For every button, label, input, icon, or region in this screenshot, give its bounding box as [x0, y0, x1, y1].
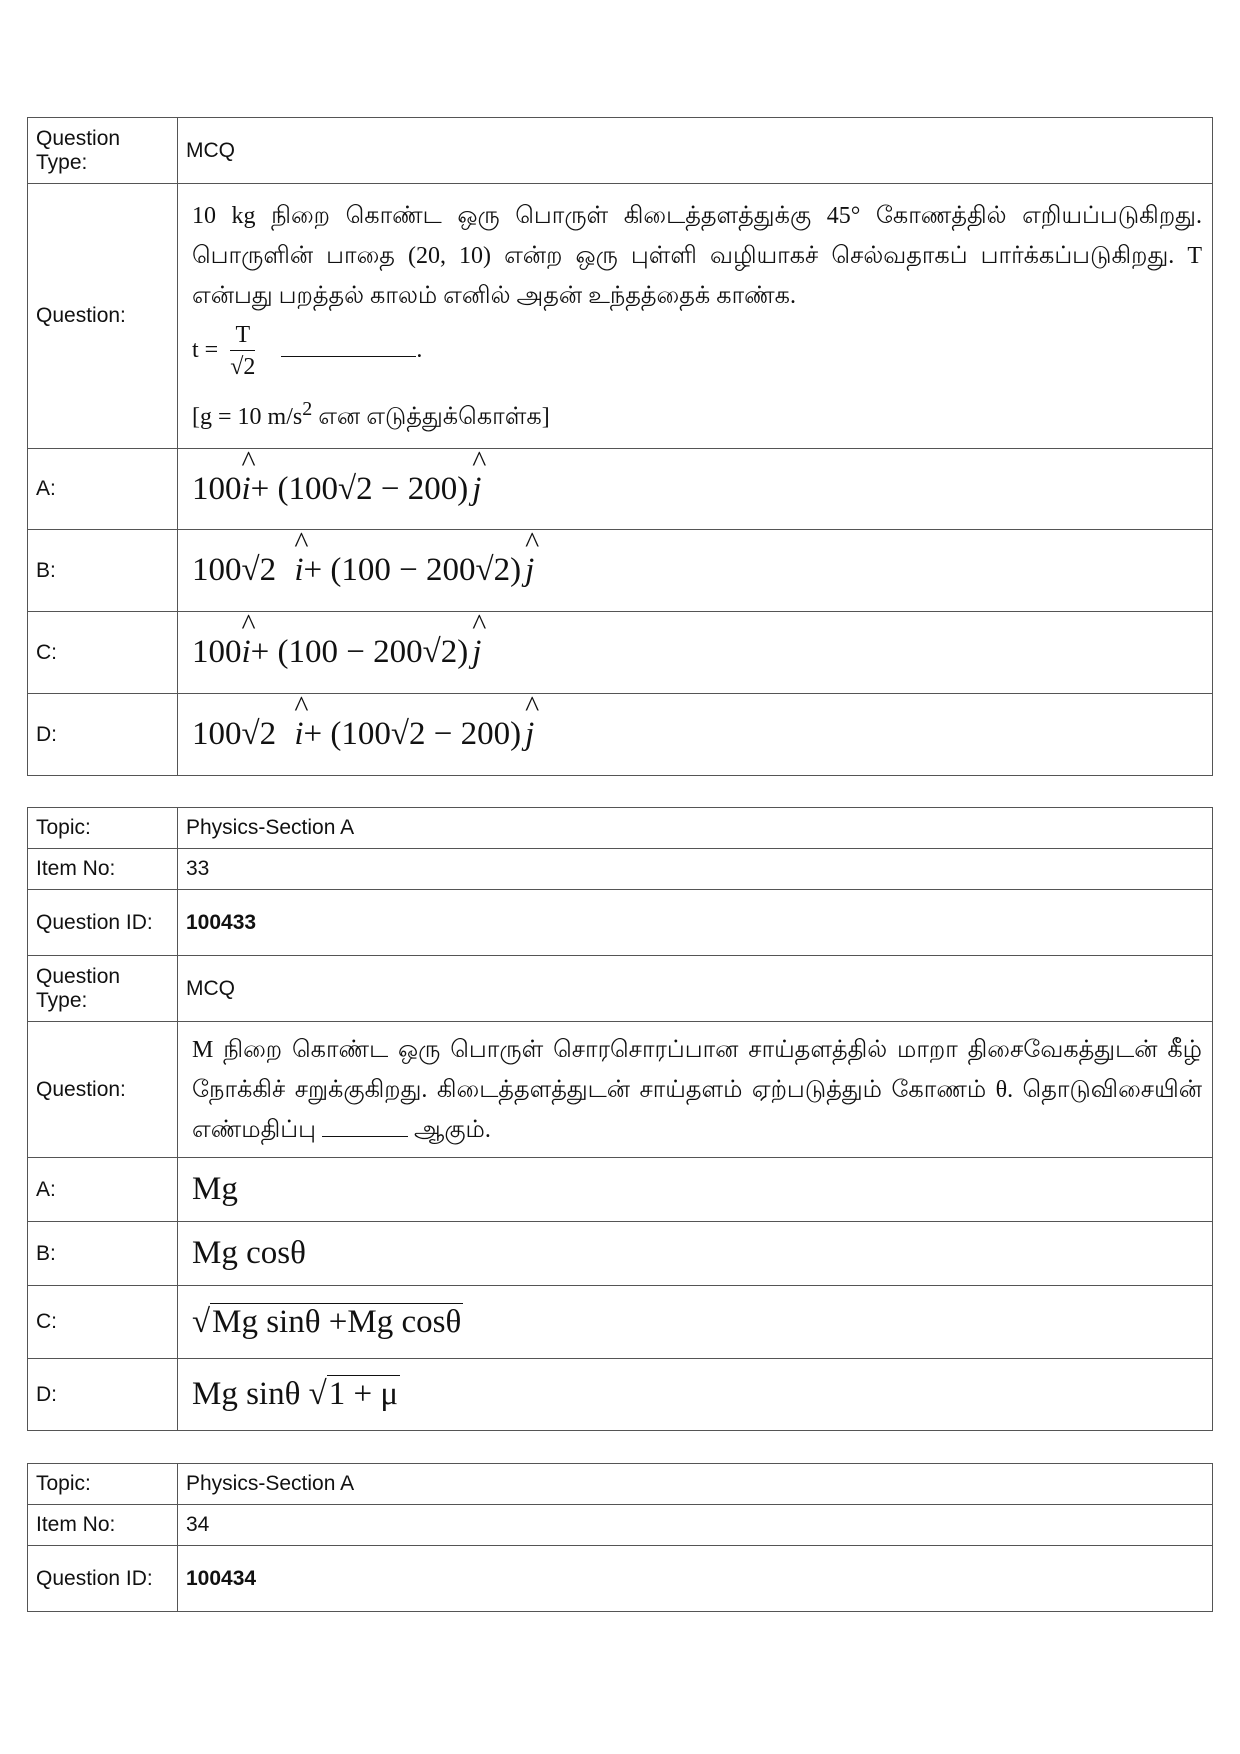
question-label: Question: [28, 184, 178, 449]
formula-fraction [230, 320, 255, 383]
formula-numerator: T [230, 320, 255, 351]
unit-vector-j: ^ j [525, 716, 534, 753]
option-a-part2: + (100√2 − 200) [250, 470, 469, 507]
question-block-1 [27, 117, 1213, 776]
option-a-label: A: [28, 1158, 178, 1222]
question-text [178, 184, 1213, 449]
unit-vector-i: ^ i [294, 552, 303, 589]
answer-blank [322, 1118, 408, 1137]
question-text [178, 1022, 1213, 1158]
option-c [178, 612, 1213, 694]
option-b-label: B: [28, 530, 178, 612]
option-c-label: C: [28, 1286, 178, 1359]
option-c-part2: + (100 − 200√2) [250, 634, 469, 670]
item-no-value: 33 [178, 849, 1213, 890]
note-suffix: என எடுத்துக்கொள்க] [312, 403, 550, 430]
option-c-part1: 100 [192, 634, 242, 670]
option-d-label: D: [28, 1359, 178, 1431]
option-b [178, 530, 1213, 612]
note-prefix: [g = 10 m/s [192, 403, 303, 430]
option-b-part1: 100√2 [192, 552, 285, 588]
unit-vector-j: ^ j [525, 552, 534, 589]
question-type-label: Question Type: [28, 118, 178, 184]
item-no-label: Item No: [28, 1505, 178, 1546]
item-no-value: 34 [178, 1505, 1213, 1546]
formula-denominator: √2 [230, 353, 256, 380]
option-d [178, 694, 1213, 776]
question-body [192, 1030, 1202, 1150]
topic-value: Physics-Section A [178, 808, 1213, 849]
question-type-label: Question Type: [28, 956, 178, 1022]
note-superscript: 2 [302, 397, 313, 420]
option-c [178, 1286, 1213, 1359]
question-block-3 [27, 1463, 1213, 1612]
option-a: Mg [178, 1158, 1213, 1222]
question-note [192, 389, 1202, 437]
radicand: Mg sinθ +Mg cosθ [212, 1303, 462, 1340]
option-a-label: A: [28, 449, 178, 530]
option-b-part2: + (100 − 200√2) [303, 552, 522, 588]
unit-vector-i: ^ i [242, 634, 251, 671]
question-block-2 [27, 807, 1213, 1431]
question-id-number: 100433 [186, 910, 257, 934]
option-b: Mg cosθ [178, 1222, 1213, 1286]
question-body: 10 kg நிறை கொண்ட ஒரு பொருள் கிடைத்தளத்துக்கு 45° கோணத்தில் எறியப்படுகிறது. பொருளின் பாதை (20, 10) என்ற ஒரு புள்ளி வழியாகச் செல்வதாகப் பார்க்கப்படுகிறது. T என்பது பறத்தல் காலம் எனில் அதன் உந்தத்தைக் காண்க. [192, 202, 1202, 309]
question-sentence: M நிறை கொண்ட ஒரு பொருள் சொரசொரப்பான சாய்தளத்தில் மாறா திசைவேகத்துடன் கீழ் நோக்கிச் சறுக்குகிறது. கிடைத்தளத்துடன் சாய்தளம் ஏற்படுத்தும் கோணம் θ. தொடுவிசையின் எண்மதிப்பு [192, 1036, 1202, 1143]
unit-vector-i: ^ i [242, 471, 251, 508]
sqrt-sign: √ [192, 1303, 211, 1340]
answer-blank [281, 338, 416, 357]
question-end: ஆகும். [413, 1116, 491, 1143]
option-a [178, 449, 1213, 530]
option-d-part1: 100√2 [192, 716, 285, 752]
formula-lhs: t = [192, 336, 219, 363]
question-formula [192, 320, 1202, 383]
question-id-number: 100434 [186, 1566, 257, 1590]
formula-end: . [416, 336, 423, 363]
option-b-label: B: [28, 1222, 178, 1286]
unit-vector-i: ^ i [294, 716, 303, 753]
topic-value: Physics-Section A [178, 1464, 1213, 1505]
question-id-value [178, 890, 1213, 956]
question-id-label: Question ID: [28, 1546, 178, 1612]
option-d [178, 1359, 1213, 1431]
topic-label: Topic: [28, 1464, 178, 1505]
option-c-label: C: [28, 612, 178, 694]
question-type-value: MCQ [178, 956, 1213, 1022]
question-id-value [178, 1546, 1213, 1612]
sqrt-sign: √ [308, 1376, 327, 1412]
item-no-label: Item No: [28, 849, 178, 890]
option-d-prefix: Mg sinθ [192, 1376, 309, 1412]
unit-vector-j: ^ j [472, 634, 481, 671]
question-label: Question: [28, 1022, 178, 1158]
radicand: 1 + μ [328, 1376, 399, 1412]
question-id-label: Question ID: [28, 890, 178, 956]
option-d-part2: + (100√2 − 200) [303, 716, 522, 752]
question-type-value: MCQ [178, 118, 1213, 184]
topic-label: Topic: [28, 808, 178, 849]
unit-vector-j: ^ j [472, 471, 481, 508]
option-a-part1: 100 [192, 470, 242, 507]
option-d-label: D: [28, 694, 178, 776]
